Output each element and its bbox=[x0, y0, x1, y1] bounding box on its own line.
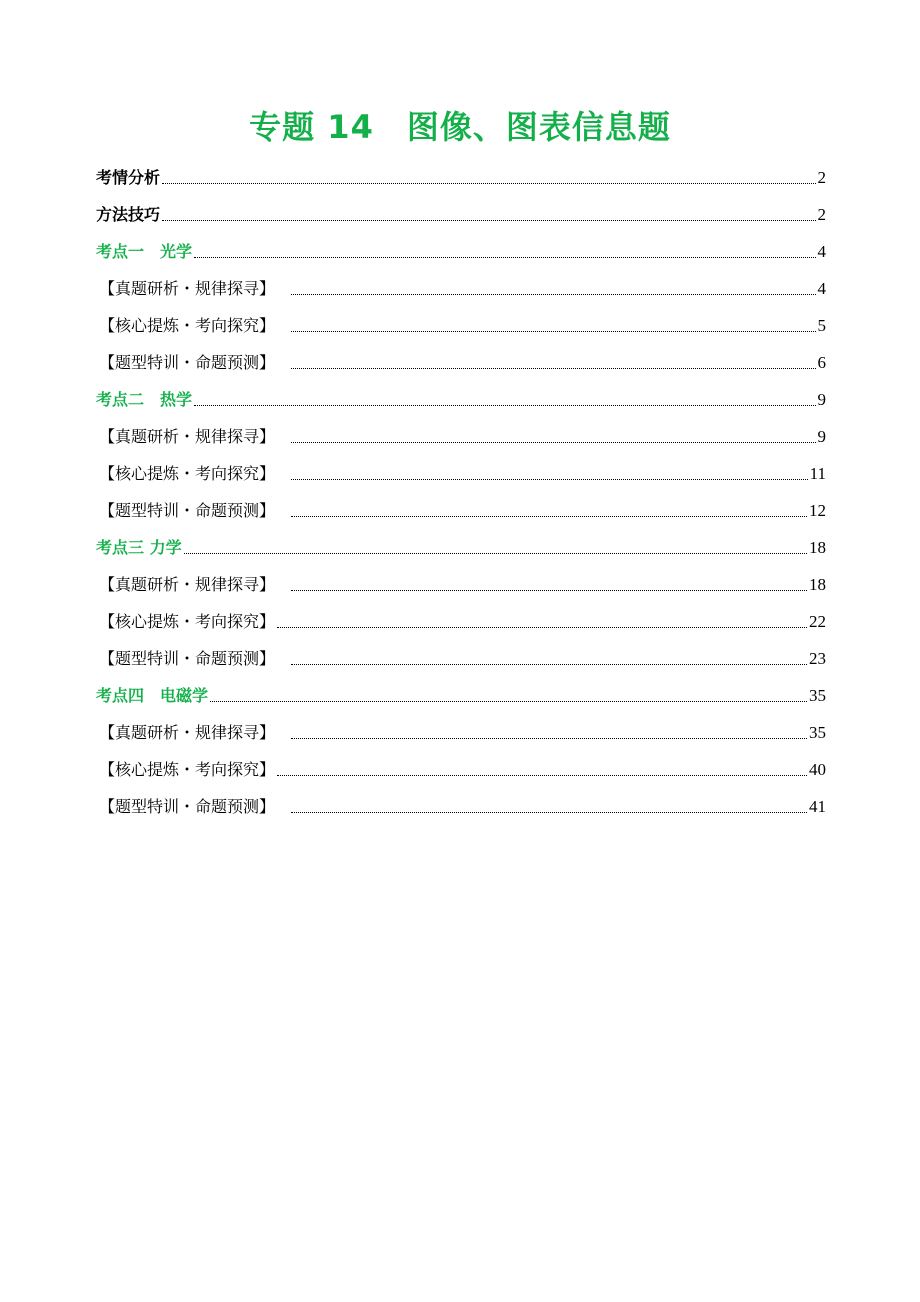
toc-subentry[interactable] bbox=[96, 342, 826, 379]
dot-leader bbox=[162, 220, 815, 221]
dot-leader bbox=[210, 701, 807, 702]
toc-entry-page: 18 bbox=[809, 538, 826, 557]
toc-subentry[interactable] bbox=[96, 749, 826, 786]
toc-entry-page: 35 bbox=[809, 723, 826, 742]
toc-entry-page: 35 bbox=[809, 686, 826, 705]
dot-leader bbox=[184, 553, 807, 554]
toc-subentry[interactable] bbox=[96, 564, 826, 601]
toc-section-electromagnetism[interactable] bbox=[96, 675, 826, 712]
dot-leader bbox=[291, 331, 815, 332]
dot-leader bbox=[291, 294, 815, 295]
toc-entry[interactable] bbox=[96, 194, 826, 231]
dot-leader bbox=[162, 183, 815, 184]
document-title: 专题 14 图像、图表信息题 bbox=[249, 108, 671, 146]
toc-entry-label: 【核心提炼・考向探究】 bbox=[99, 316, 276, 335]
toc-subentry[interactable] bbox=[96, 712, 826, 749]
toc-entry-page: 40 bbox=[809, 760, 826, 779]
dot-leader bbox=[291, 479, 808, 480]
toc-entry-label: 【题型特训・命题预测】 bbox=[99, 797, 276, 816]
dot-leader bbox=[291, 442, 815, 443]
toc-entry-label: 考点一 光学 bbox=[96, 242, 193, 261]
toc-entry-page: 41 bbox=[809, 797, 826, 816]
toc-entry[interactable] bbox=[96, 157, 826, 194]
toc-entry-page: 11 bbox=[809, 464, 826, 483]
dot-leader bbox=[194, 257, 815, 258]
toc-entry-label: 【核心提炼・考向探究】 bbox=[99, 760, 276, 779]
toc-section-thermodynamics[interactable] bbox=[96, 379, 826, 416]
toc-entry-label: 【核心提炼・考向探究】 bbox=[99, 464, 276, 483]
toc-subentry[interactable] bbox=[96, 453, 826, 490]
toc-entry-label: 考点四 电磁学 bbox=[96, 686, 209, 705]
toc-entry-page: 22 bbox=[809, 612, 826, 631]
toc-entry-label: 【题型特训・命题预测】 bbox=[99, 501, 276, 520]
toc-entry-page: 9 bbox=[817, 390, 826, 409]
toc-subentry[interactable] bbox=[96, 601, 826, 638]
toc-entry-label: 【真题研析・规律探寻】 bbox=[99, 427, 276, 446]
toc-entry-label: 【核心提炼・考向探究】 bbox=[99, 612, 276, 631]
toc-entry-label: 考点二 热学 bbox=[96, 390, 193, 409]
toc-entry-label: 【真题研析・规律探寻】 bbox=[99, 575, 276, 594]
toc-subentry[interactable] bbox=[96, 638, 826, 675]
toc-entry-page: 4 bbox=[817, 279, 826, 298]
toc-entry-label: 【真题研析・规律探寻】 bbox=[99, 279, 276, 298]
toc-entry-page: 18 bbox=[809, 575, 826, 594]
toc-entry-label: 【真题研析・规律探寻】 bbox=[99, 723, 276, 742]
toc-entry-page: 4 bbox=[817, 242, 826, 261]
toc-entry-page: 2 bbox=[817, 205, 826, 224]
toc-section-optics[interactable] bbox=[96, 231, 826, 268]
toc-subentry[interactable] bbox=[96, 268, 826, 305]
dot-leader bbox=[291, 738, 807, 739]
dot-leader bbox=[194, 405, 815, 406]
dot-leader bbox=[291, 590, 807, 591]
dot-leader bbox=[291, 812, 807, 813]
toc-subentry[interactable] bbox=[96, 786, 826, 823]
table-of-contents bbox=[96, 157, 826, 823]
dot-leader bbox=[277, 775, 807, 776]
toc-entry-page: 5 bbox=[817, 316, 826, 335]
toc-entry-page: 9 bbox=[817, 427, 826, 446]
toc-section-mechanics[interactable] bbox=[96, 527, 826, 564]
dot-leader bbox=[277, 627, 807, 628]
toc-entry-label: 【题型特训・命题预测】 bbox=[99, 649, 276, 668]
toc-entry-page: 23 bbox=[809, 649, 826, 668]
toc-subentry[interactable] bbox=[96, 416, 826, 453]
dot-leader bbox=[291, 664, 807, 665]
toc-entry-label: 考点三 力学 bbox=[96, 538, 182, 557]
toc-entry-page: 12 bbox=[809, 501, 826, 520]
toc-entry-label: 【题型特训・命题预测】 bbox=[99, 353, 276, 372]
dot-leader bbox=[291, 516, 807, 517]
toc-entry-label: 方法技巧 bbox=[96, 205, 161, 224]
dot-leader bbox=[291, 368, 815, 369]
toc-entry-label: 考情分析 bbox=[96, 168, 161, 187]
toc-entry-page: 2 bbox=[817, 168, 826, 187]
toc-subentry[interactable] bbox=[96, 490, 826, 527]
toc-subentry[interactable] bbox=[96, 305, 826, 342]
toc-entry-page: 6 bbox=[817, 353, 826, 372]
